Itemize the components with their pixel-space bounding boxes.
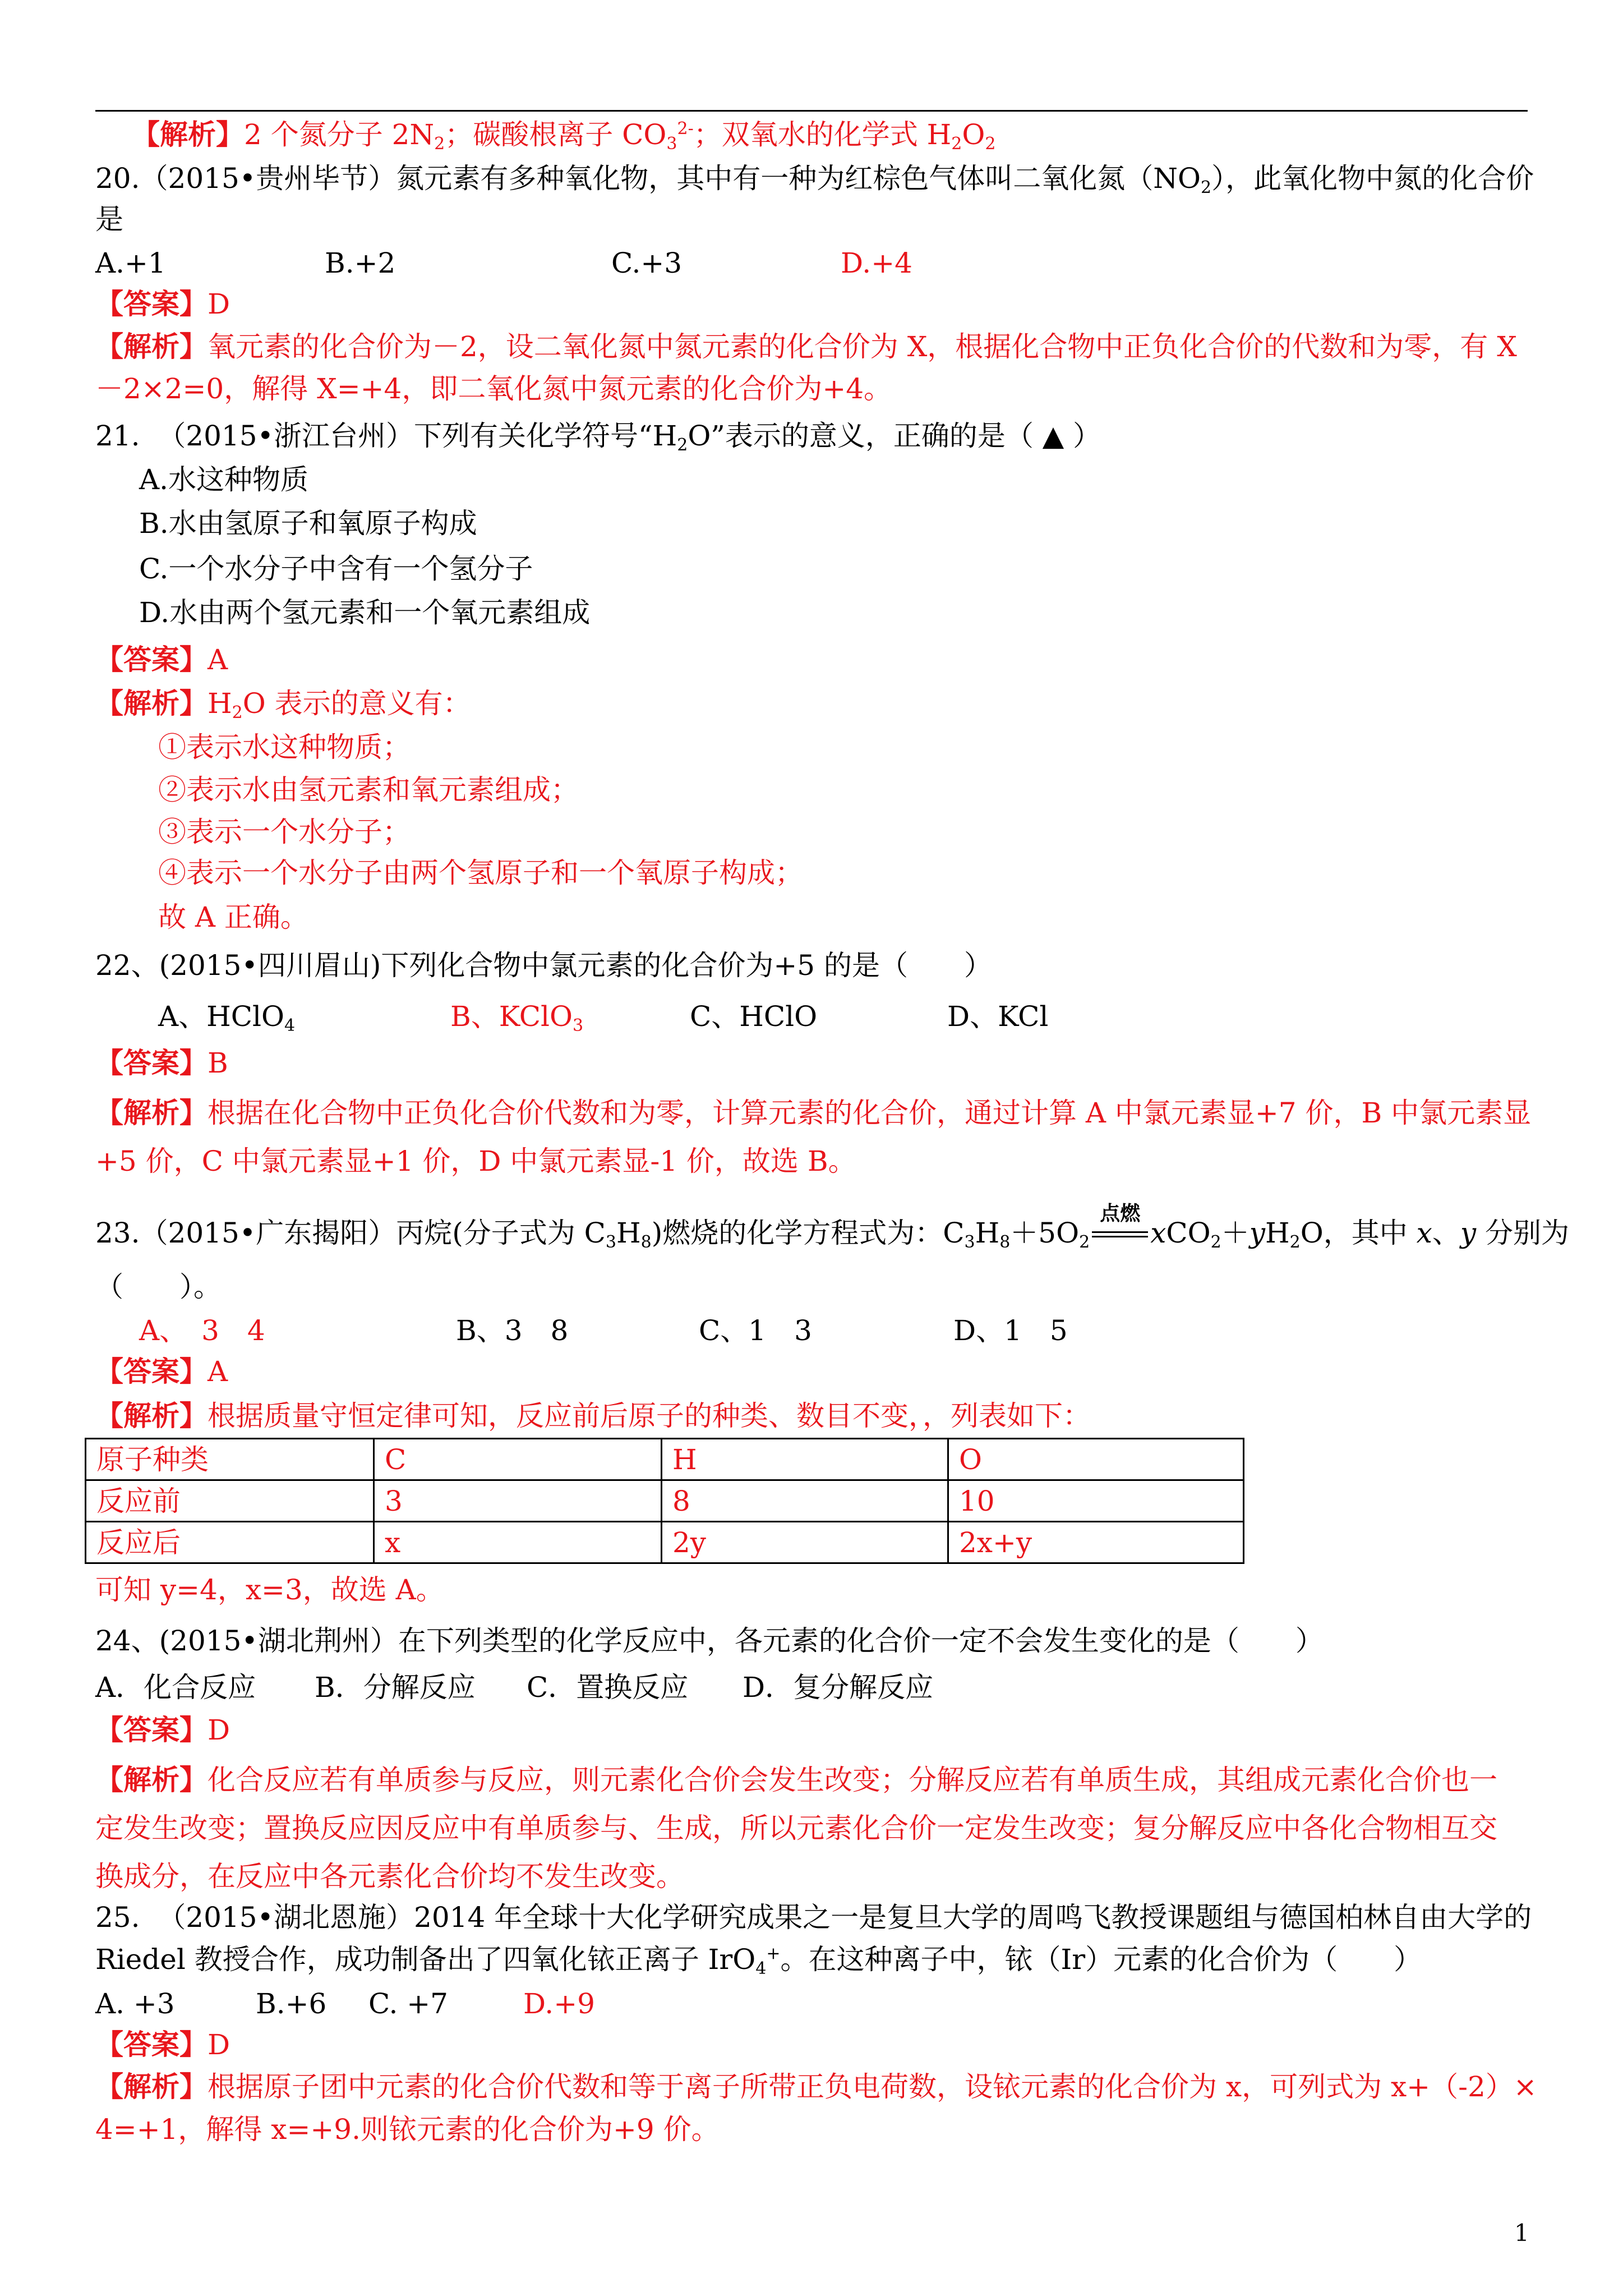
variable: x [1416,1217,1432,1249]
analysis-label: 【解析】 [95,1399,208,1432]
q20-stem [95,162,1534,195]
q19-analysis-line [132,118,996,154]
q22-analysis-line1 [95,1096,1531,1130]
table-header-cell: 原子种类 [86,1439,374,1480]
q22-analysis-line2: +5 价，C 中氯元素显+1 价，D 中氯元素显-1 价，故选 B。 [95,1145,856,1177]
q25-analysis-line2: 4=+1，解得 x=+9.则铱元素的化合价为+9 价。 [95,2113,720,2146]
stem-text: 、 [1432,1217,1460,1249]
subscript: 2 [1201,178,1212,197]
equation-coefficient: x [1150,1217,1166,1249]
subscript: 2 [434,134,445,154]
page-number: 1 [1514,2219,1529,2247]
q23-answer [95,1355,228,1388]
subscript: 2 [985,134,996,154]
analysis-label: 【解析】 [95,687,208,720]
table-cell: 10 [948,1480,1244,1522]
answer-value: A [208,643,228,676]
stem-text: ，其中 [1323,1217,1417,1249]
table-row [86,1480,1244,1522]
q24-option-b: B．分解反应 [315,1671,476,1704]
q20-option-a: A.+1 [95,247,166,279]
reaction-condition [1092,1202,1148,1247]
stem-text: 。在这种离子中，铱（Ir）元素的化合价为（ ） [780,1943,1422,1976]
subscript: 4 [755,1959,767,1978]
q22-option-c: C、HClO [690,1000,818,1033]
subscript: 2 [677,435,688,455]
header-rule [95,110,1528,112]
q21-option-a: A.水这种物质 [139,463,309,496]
analysis-label: 【解析】 [132,118,244,151]
table-cell: 2x+y [948,1522,1244,1563]
q21-analysis-head [95,687,471,723]
q23-stem-line2: （ ）。 [95,1271,222,1303]
table-row [86,1522,1244,1563]
q21-option-d: D.水由两个氢元素和一个氧元素组成 [139,596,591,629]
q21-analysis-point-3: ③表示一个水分子； [158,816,411,848]
table-cell: 反应后 [86,1522,374,1563]
table-cell: 3 [374,1480,662,1522]
atom-count-table [85,1438,1244,1564]
answer-label: 【答案】 [95,1046,208,1079]
answer-value: A [208,1355,228,1388]
q23-stem [95,1202,1569,1252]
reaction-double-line [1092,1231,1148,1237]
q25-option-a: A. +3 [95,1987,175,2020]
q24-option-c: C．置换反应 [527,1671,689,1704]
q20-option-d: D.+4 [841,247,912,279]
subscript: 8 [640,1232,652,1252]
analysis-text: ；碳酸根离子 CO [445,118,667,151]
subscript: 2 [232,703,243,723]
analysis-text: 氧元素的化合价为－2，设二氧化氮中氮元素的化合价为 X，根据化合物中正负化合价的代数和为零，有 X [208,330,1517,363]
q20-analysis-line1 [95,330,1517,364]
q22-option-b [450,1000,584,1036]
q23-option-a: A、 3 4 [139,1314,265,1347]
q25-analysis-line1 [95,2070,1537,2104]
table-cell: 反应前 [86,1480,374,1522]
table-header-cell: C [374,1439,662,1480]
q21-analysis-point-1: ①表示水这种物质； [158,731,411,763]
option-text: B、KClO [450,1000,573,1033]
answer-label: 【答案】 [95,287,208,320]
stem-text: Riedel 教授合作，成功制备出了四氧化铱正离子 IrO [95,1943,756,1976]
stem-text: 分别为 [1476,1217,1569,1249]
subscript: 2 [1210,1232,1221,1252]
q22-stem: 22、(2015•四川眉山)下列化合物中氯元素的化合价为+5 的是（ ） [95,949,992,982]
analysis-text: 根据原子团中元素的化合价代数和等于离子所带正负电荷数，设铱元素的化合价为 x，可列式为 x+（-2）× [208,2070,1537,2103]
q22-option-d: D、KCl [947,1000,1049,1033]
q24-analysis-line3: 换成分，在反应中各元素化合价均不发生改变。 [95,1860,684,1893]
q24-analysis-line1 [95,1763,1497,1797]
q24-stem: 24、(2015•湖北荆州）在下列类型的化学反应中，各元素的化合价一定不会发生变化的是（ ） [95,1625,1324,1657]
equation-reactant: C [943,1217,965,1249]
q20-stem-line2: 是 [95,203,123,236]
q23-conclusion: 可知 y=4，x=3，故选 A。 [95,1573,444,1606]
stem-text: )燃烧的化学方程式为： [651,1217,943,1249]
analysis-label: 【解析】 [95,2070,208,2103]
subscript: 3 [666,134,677,154]
q23-option-d: D、1 5 [953,1314,1068,1347]
subscript: 3 [964,1232,975,1252]
stem-text: H [616,1217,641,1249]
equation-coefficient: y [1249,1217,1265,1249]
q21-conclusion: 故 A 正确。 [158,901,308,933]
analysis-label: 【解析】 [95,1096,208,1129]
analysis-text: 化合反应若有单质参与反应，则元素化合价会发生改变；分解反应若有单质生成，其组成元素化合价也一 [208,1764,1497,1796]
superscript: + [766,1944,781,1963]
analysis-text: 2 个氮分子 2N [244,118,435,151]
analysis-text: ；双氧水的化学式 H [693,118,952,151]
subscript: 4 [284,1016,296,1036]
analysis-text: 根据质量守恒定律可知，反应前后原子的种类、数目不变，，列表如下： [208,1400,1091,1432]
analysis-text: H [208,687,232,720]
answer-label: 【答案】 [95,2028,208,2061]
q23-option-c: C、1 3 [699,1314,812,1347]
variable: y [1460,1217,1477,1249]
q20-analysis-line2: －2×2=0，解得 X=+4，即二氧化氮中氮元素的化合价为+4。 [95,372,892,405]
equation-product: CO [1166,1217,1211,1249]
analysis-text: O 表示的意义有： [242,687,471,720]
answer-label: 【答案】 [95,1355,208,1388]
subscript: 2 [1289,1232,1301,1252]
reaction-condition-text: 点燃 [1100,1202,1141,1225]
equation-reactant: ＋5O [1010,1217,1080,1249]
subscript: 8 [999,1232,1011,1252]
q22-option-a [158,1000,296,1036]
q25-option-c: C. +7 [368,1987,448,2020]
equation-product: O [1300,1217,1324,1249]
subscript: 2 [1079,1232,1090,1252]
table-cell: 8 [662,1480,948,1522]
answer-value: D [208,288,230,320]
analysis-label: 【解析】 [95,330,208,363]
q21-answer [95,643,228,677]
stem-text: ），此氧化物中氮的化合价 [1211,162,1534,195]
equation-reactant: H [975,1217,1000,1249]
stem-text: 23.（2015•广东揭阳）丙烷(分子式为 C [95,1217,606,1249]
answer-value: D [208,1714,230,1746]
table-header-row [86,1439,1244,1480]
q20-option-b: B.+2 [325,247,396,279]
q25-answer [95,2028,230,2062]
q23-analysis [95,1399,1091,1433]
q25-stem-line2 [95,1943,1422,1976]
table-cell: 2y [662,1522,948,1563]
q21-option-b: B.水由氢原子和氧原子构成 [139,507,477,540]
q22-answer [95,1046,228,1080]
q21-analysis-point-2: ②表示水由氢元素和氧元素组成； [158,774,579,806]
q25-option-b: B.+6 [256,1987,327,2020]
q25-option-d: D.+9 [523,1987,595,2020]
subscript: 2 [951,134,962,154]
q24-answer [95,1713,230,1747]
q23-option-b: B、3 8 [456,1314,569,1347]
option-text: A、HClO [158,1000,284,1033]
analysis-label: 【解析】 [95,1763,208,1796]
analysis-text: 根据在化合物中正负化合价代数和为零，计算元素的化合价，通过计算 A 中氯元素显+7 价，B 中氯元素显 [208,1097,1532,1129]
superscript: 2- [677,119,694,139]
table-header-cell: H [662,1439,948,1480]
equation-product: H [1265,1217,1290,1249]
answer-label: 【答案】 [95,643,208,676]
q21-stem [95,419,1101,453]
q24-option-a: A．化合反应 [95,1671,256,1704]
answer-value: D [208,2028,230,2061]
subscript: 3 [605,1232,617,1252]
stem-text: 20.（2015•贵州毕节）氮元素有多种氧化物，其中有一种为红棕色气体叫二氧化氮（NO [95,162,1201,195]
equation-plus: ＋ [1221,1217,1249,1249]
table-cell: x [374,1522,662,1563]
stem-text: O”表示的意义，正确的是（ ▲ ） [688,420,1101,452]
stem-text: 21. （2015•浙江台州）下列有关化学符号“H [95,420,677,452]
subscript: 3 [573,1016,584,1036]
q25-stem-line1: 25. （2015•湖北恩施）2014 年全球十大化学研究成果之一是复旦大学的周鸣飞教授课题组与德国柏林自由大学的 [95,1901,1532,1934]
q20-answer [95,287,230,321]
q21-option-c: C.一个水分子中含有一个氢分子 [139,553,533,585]
q21-analysis-point-4: ④表示一个水分子由两个氢原子和一个氧原子构成； [158,857,803,889]
table-header-cell: O [948,1439,1244,1480]
answer-value: B [208,1047,228,1079]
q24-analysis-line2: 定发生改变；置换反应因反应中有单质参与、生成，所以元素化合价一定发生改变；复分解反应中各化合物相互交 [95,1812,1497,1844]
q24-option-d: D．复分解反应 [743,1671,934,1704]
analysis-text: O [962,118,985,151]
answer-label: 【答案】 [95,1713,208,1746]
q20-option-c: C.+3 [611,247,683,279]
